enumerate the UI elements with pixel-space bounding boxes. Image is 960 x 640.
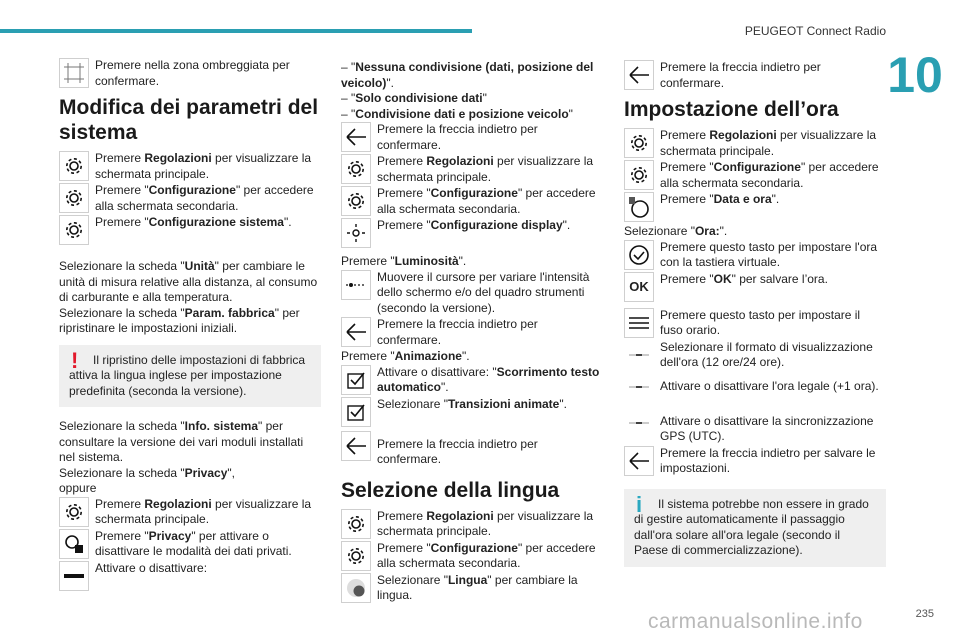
instruction-row: Premere questo tasto per impostare l'ora con la tastiera virtuale. (624, 240, 886, 271)
instruction-row: Premere "Configurazione" per accedere alla schermata secondaria. (341, 541, 603, 572)
instruction-row: Attivare o disattivare: (59, 561, 321, 591)
instruction-row: Premere "Configurazione display". (341, 218, 603, 248)
info-box: i Il sistema potrebbe non essere in grado di gestire automaticamente il passaggio dall'ora solare all'ora legale (secondo il Paese di commercializzazione). (624, 489, 886, 567)
instruction-row: Premere Regolazioni per visualizzare la schermata principale. (341, 154, 603, 185)
instruction-row: Premere la freccia indietro per confermare. (341, 431, 603, 468)
paragraph: Premere "Luminosità". (341, 254, 467, 268)
back-arrow-icon (341, 431, 371, 461)
instruction-row: Selezionare "Lingua" per cambiare la lingua. (341, 573, 603, 604)
instruction-row: Premere "Data e ora". (624, 192, 886, 222)
toggle-icon (624, 340, 654, 370)
column-left (59, 58, 321, 592)
paragraph: oppure (59, 481, 97, 495)
display-brightness-icon (341, 218, 371, 248)
page-number: 235 (915, 608, 934, 620)
instruction-row: Premere questo tasto per impostare il fuso orario. (624, 308, 886, 339)
shaded-zone-icon (59, 58, 89, 88)
section-heading-language: Selezione della lingua (341, 478, 560, 502)
gear-icon (59, 151, 89, 181)
privacy-icon (59, 529, 89, 559)
section-heading-system: Modifica dei parametri del sistema (59, 96, 319, 144)
watermark: carmanualsonline.info (648, 610, 863, 633)
instruction-row: Premere "Privacy" per attivare o disattivare le modalità dei dati privati. (59, 529, 321, 560)
instruction-row: Premere la freccia indietro per confermare. (341, 317, 603, 348)
paragraph: Premere "Animazione". (341, 349, 470, 363)
instruction-row: Premere la freccia indietro per confermare. (624, 60, 886, 91)
instruction-row: Muovere il cursore per variare l'intensità dello schermo e/o del quadro strumenti (secondo la versione). (341, 270, 603, 317)
gear-icon (341, 509, 371, 539)
gear-icon (341, 154, 371, 184)
instruction-row: Premere "Configurazione" per accedere alla schermata secondaria. (59, 183, 321, 214)
list-item: – "Solo condivisione dati" (341, 91, 487, 105)
instruction-text: Premere nella zona ombreggiata per confermare. (95, 58, 290, 88)
instruction-row: Attivare o disattivare: "Scorrimento testo automatico". (341, 365, 603, 396)
gear-icon (59, 497, 89, 527)
toggle-bar-icon (59, 561, 89, 591)
header-accent-bar (0, 29, 472, 33)
warning-box: ! Il ripristino delle impostazioni di fabbrica attiva la lingua inglese per impostazione predefinita (seconda la versione). (59, 345, 321, 408)
language-icon (341, 573, 371, 603)
column-middle (341, 60, 603, 605)
instruction-confirm-zone (59, 58, 321, 89)
header-title: PEUGEOT Connect Radio (744, 24, 886, 38)
ok-icon: OK (624, 272, 654, 302)
list-icon (624, 308, 654, 338)
instruction-row: Premere Regolazioni per visualizzare la schermata principale. (341, 509, 603, 540)
toggle-icon (624, 408, 654, 438)
list-item: – "Condivisione dati e posizione veicolo" (341, 106, 573, 121)
chapter-number: 10 (886, 44, 944, 106)
check-circle-icon (624, 240, 654, 270)
instruction-row: Attivare o disattivare l'ora legale (+1 ora). (624, 372, 886, 402)
back-arrow-icon (624, 60, 654, 90)
list-item: – "Nessuna condivisione (dati, posizione del veicolo)". (341, 60, 594, 90)
column-right (624, 60, 886, 575)
warning-icon: ! (71, 347, 79, 373)
instruction-row: Attivare o disattivare la sincronizzazione GPS (UTC). (624, 408, 886, 445)
gear-config-icon (341, 541, 371, 571)
toggle-icon (624, 372, 654, 402)
instruction-row: OK Premere "OK" per salvare l’ora. (624, 272, 886, 302)
instruction-row: Premere Regolazioni per visualizzare la schermata principale. (624, 128, 886, 159)
instruction-row: Premere "Configurazione" per accedere alla schermata secondaria. (341, 186, 603, 217)
gear-config-icon (341, 186, 371, 216)
gear-config-icon (59, 215, 89, 245)
section-heading-time: Impostazione dell’ora (624, 98, 839, 121)
back-arrow-icon (341, 317, 371, 347)
paragraph: Selezionare la scheda "Privacy", (59, 465, 235, 480)
back-arrow-icon (341, 122, 371, 152)
paragraph: Selezionare la scheda "Param. fabbrica" per ripristinare le impostazioni iniziali. (59, 305, 300, 335)
clock-icon (624, 192, 654, 222)
instruction-row: Premere "Configurazione" per accedere alla schermata secondaria. (624, 160, 886, 191)
instruction-row: Premere Regolazioni per visualizzare la schermata principale. (59, 151, 321, 182)
instruction-row: Selezionare "Transizioni animate". (341, 397, 603, 427)
info-icon: i (636, 491, 643, 517)
instruction-row: Premere "Configurazione sistema". (59, 215, 321, 245)
back-arrow-icon (624, 446, 654, 476)
instruction-row: Premere la freccia indietro per salvare le impostazioni. (624, 446, 886, 477)
paragraph: Selezionare la scheda "Unità" per cambiare le unità di misura relative alla distanza, al consumo di carburante e alla temperatura. (59, 259, 318, 304)
checkbox-icon (341, 365, 371, 395)
instruction-row: Premere la freccia indietro per confermare. (341, 122, 603, 153)
gear-config-icon (624, 160, 654, 190)
instruction-row: Selezionare il formato di visualizzazione dell'ora (12 ore/24 ore). (624, 340, 886, 371)
gear-icon (624, 128, 654, 158)
checkbox-icon (341, 397, 371, 427)
slider-icon (341, 270, 371, 300)
paragraph: Selezionare la scheda "Info. sistema" per consultare la versione dei vari moduli installati nel sistema. (59, 419, 304, 464)
instruction-row: Premere Regolazioni per visualizzare la schermata principale. (59, 497, 321, 528)
gear-config-icon (59, 183, 89, 213)
paragraph: Selezionare "Ora:". (624, 224, 728, 238)
